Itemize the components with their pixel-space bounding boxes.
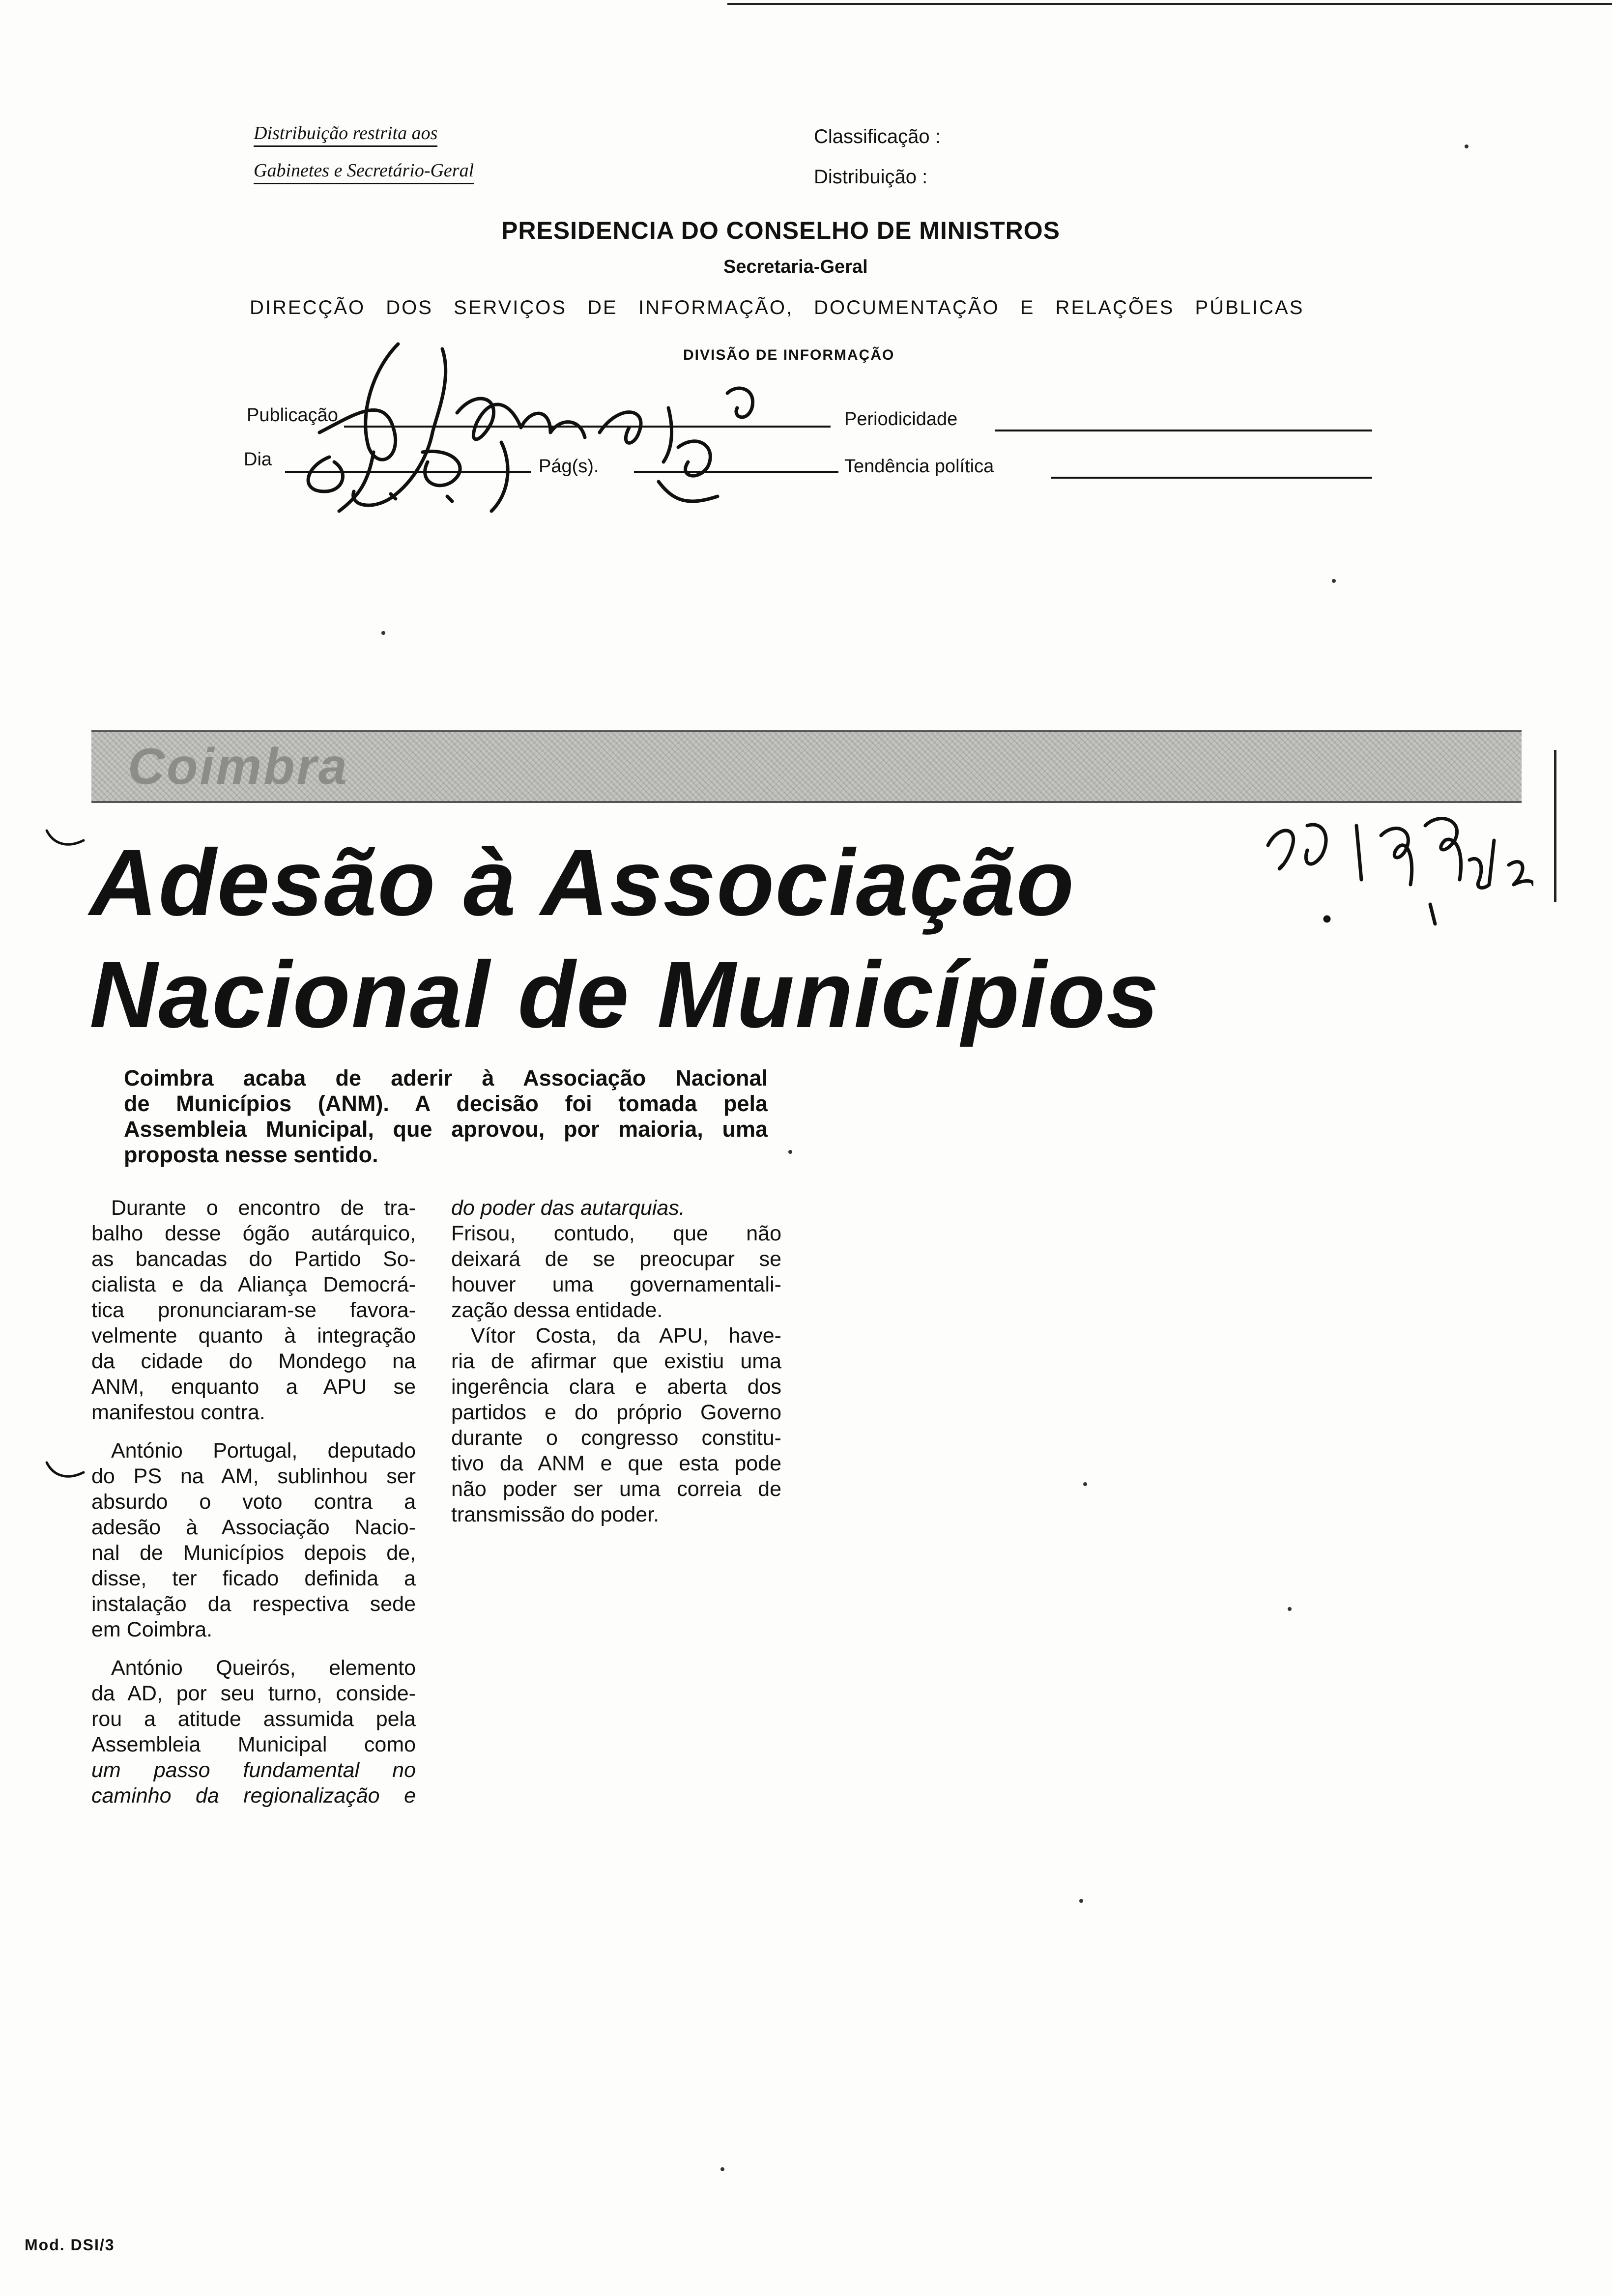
paragraph <box>451 1195 781 1323</box>
text-line: não poder ser uma correia de <box>451 1477 781 1501</box>
periodicidade-line <box>995 430 1372 431</box>
lead-line: Coimbra acaba de aderir à Associação Nacional <box>124 1065 768 1091</box>
section-label: Coimbra <box>128 738 349 795</box>
text-line: as bancadas do Partido So- <box>91 1247 416 1271</box>
text-line: absurdo o voto contra a <box>91 1490 416 1514</box>
body-column-2 <box>451 1195 781 1527</box>
text-line: partidos e do próprio Governo <box>451 1401 781 1424</box>
text-line: em Coimbra. <box>91 1618 213 1641</box>
classificacao-label: Classificação : <box>814 126 941 147</box>
text-line: balho desse ógão autárquico, <box>91 1222 416 1245</box>
text-line: zação dessa entidade. <box>451 1298 663 1322</box>
publicacao-label: Publicação <box>247 405 338 426</box>
text-line: disse, ter ficado definida a <box>91 1567 416 1590</box>
text-line: velmente quanto à integração <box>91 1324 416 1348</box>
margin-tick <box>44 826 88 855</box>
speck <box>1332 579 1336 583</box>
text-line: um passo fundamental no <box>91 1758 416 1782</box>
speck <box>720 2167 724 2171</box>
text-line: Frisou, contudo, que não <box>451 1222 781 1245</box>
speck <box>1083 1482 1087 1486</box>
text-line: rou a atitude assumida pela <box>91 1707 416 1731</box>
text-line: António Portugal, deputado <box>111 1439 416 1463</box>
text-line: Assembleia Municipal como <box>91 1733 416 1756</box>
text-line: houver uma governamentali- <box>451 1273 781 1296</box>
text-line: do PS na AM, sublinhou ser <box>91 1464 416 1488</box>
distribuicao-label: Distribuição : <box>814 166 928 188</box>
top-rule <box>727 3 1612 5</box>
margin-mark <box>1554 750 1556 902</box>
handwritten-reference <box>1258 806 1533 973</box>
text-line: Durante o encontro de tra- <box>111 1196 416 1220</box>
direccao-line: DIRECÇÃO DOS SERVIÇOS DE INFORMAÇÃO, DOCUMENTAÇÃO E RELAÇÕES PÚBLICAS <box>250 297 1304 318</box>
text-line: da cidade do Mondego na <box>91 1349 416 1373</box>
paragraph <box>451 1323 781 1527</box>
tendencia-label: Tendência política <box>844 456 994 477</box>
text-line: da AD, por seu turno, conside- <box>91 1682 416 1705</box>
pagina-label: Pág(s). <box>539 456 599 477</box>
text-line: adesão à Associação Nacio- <box>91 1516 416 1539</box>
text-line: instalação da respectiva sede <box>91 1592 416 1616</box>
tendencia-line <box>1051 477 1372 479</box>
handwritten-annotation <box>246 334 835 541</box>
distribution-note-line1: Distribuição restrita aos <box>254 124 437 147</box>
dia-label: Dia <box>244 449 272 470</box>
text-line: do poder das autarquias. <box>451 1196 685 1220</box>
text-line: Vítor Costa, da APU, have- <box>471 1324 781 1348</box>
body-column-1 <box>91 1195 416 1808</box>
text-line: tivo da ANM e que esta pode <box>451 1452 781 1475</box>
lead-line: de Municípios (ANM). A decisão foi tomada pela <box>124 1091 768 1116</box>
text-line: ANM, enquanto a APU se <box>91 1375 416 1399</box>
form-code: Mod. DSI/3 <box>25 2236 115 2254</box>
text-line: transmissão do poder. <box>451 1503 660 1526</box>
lead-line: proposta nesse sentido. <box>124 1142 378 1167</box>
section-banner <box>91 730 1522 803</box>
divisao-label: DIVISÃO DE INFORMAÇÃO <box>683 347 895 363</box>
paragraph <box>91 1195 416 1425</box>
lead-paragraph <box>124 1065 768 1168</box>
speck <box>1288 1607 1292 1611</box>
paragraph <box>91 1655 416 1808</box>
secretaria-subtitle: Secretaria-Geral <box>723 257 868 277</box>
text-line: ria de afirmar que existiu uma <box>451 1349 781 1373</box>
text-line: deixará de se preocupar se <box>451 1247 781 1271</box>
periodicidade-label: Periodicidade <box>844 409 958 430</box>
text-line: caminho da regionalização e <box>91 1784 416 1808</box>
speck <box>1079 1899 1083 1903</box>
text-line: nal de Municípios depois de, <box>91 1541 416 1565</box>
headline-line-1: Adesão à Associação <box>89 830 1075 935</box>
text-line: manifestou contra. <box>91 1401 265 1424</box>
text-line: cialista e da Aliança Democrá- <box>91 1273 416 1296</box>
text-line: tica pronunciaram-se favora- <box>91 1298 416 1322</box>
headline-line-2: Nacional de Municípios <box>89 942 1160 1047</box>
distribution-note-line2: Gabinetes e Secretário-Geral <box>254 161 474 184</box>
speck <box>788 1150 792 1154</box>
speck <box>381 631 385 635</box>
paragraph <box>91 1438 416 1642</box>
speck <box>1465 144 1468 148</box>
ministry-title: PRESIDENCIA DO CONSELHO DE MINISTROS <box>501 217 1061 244</box>
margin-tick <box>44 1458 88 1487</box>
text-line: durante o congresso constitu- <box>451 1426 781 1450</box>
text-line: ingerência clara e aberta dos <box>451 1375 781 1399</box>
text-line: António Queirós, elemento <box>111 1656 416 1680</box>
lead-line: Assembleia Municipal, que aprovou, por maioria, uma <box>124 1117 768 1142</box>
